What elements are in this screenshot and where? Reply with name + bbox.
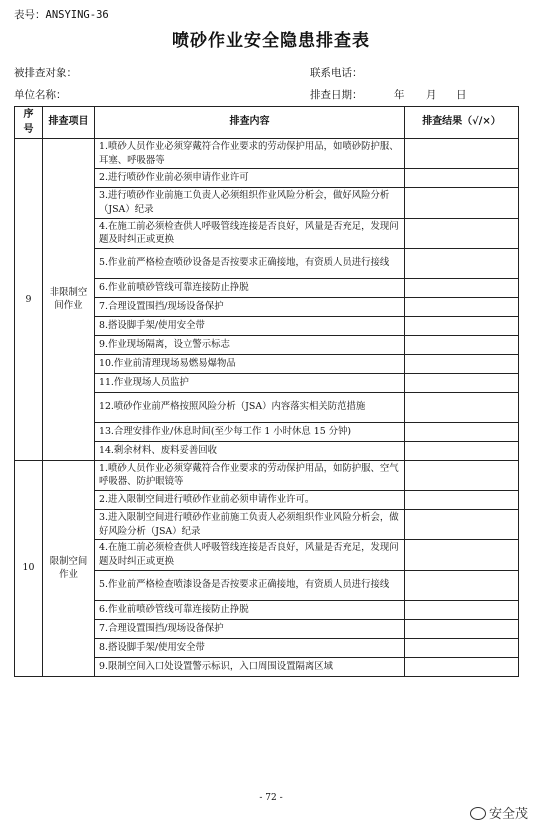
content-cell: 12.喷砂作业前严格按照风险分析（JSA）内容落实相关防范措施 xyxy=(95,392,405,422)
content-cell: 14.剩余材料、废料妥善回收 xyxy=(95,441,405,460)
result-cell[interactable] xyxy=(405,297,519,316)
result-cell[interactable] xyxy=(405,188,519,218)
content-cell: 5.作业前严格检查喷漆设备是否按要求正确接地，有资质人员进行接线 xyxy=(95,570,405,600)
result-cell[interactable] xyxy=(405,619,519,638)
result-cell[interactable] xyxy=(405,373,519,392)
content-cell: 8.搭设脚手架/使用安全带 xyxy=(95,638,405,657)
result-cell[interactable] xyxy=(405,335,519,354)
form-number: 表号：ANSYING-36 xyxy=(14,9,109,21)
watermark-text: 安全茂 xyxy=(489,807,529,822)
result-cell[interactable] xyxy=(405,392,519,422)
content-cell: 1.喷砂人员作业必须穿戴符合作业要求的劳动保护用品，如防护服、空气呼吸器、防护眼镜等 xyxy=(95,460,405,490)
result-cell[interactable] xyxy=(405,491,519,510)
date-day: 日 xyxy=(456,89,467,101)
content-cell: 4.在施工前必须检查供人呼吸管线连接是否良好，风量是否充足，发现问题及时纠正或更换 xyxy=(95,540,405,570)
content-cell: 6.作业前喷砂管线可靠连接防止挣脱 xyxy=(95,278,405,297)
page-title: 喷砂作业安全隐患排查表 xyxy=(172,31,370,51)
content-cell: 3.进行喷砂作业前施工负责人必须组织作业风险分析会，做好风险分析（JSA）纪录 xyxy=(95,188,405,218)
result-cell[interactable] xyxy=(405,510,519,540)
content-cell: 7.合理设置围挡/现场设备保护 xyxy=(95,619,405,638)
content-cell: 2.进行喷砂作业前必须申请作业许可 xyxy=(95,169,405,188)
result-cell[interactable] xyxy=(405,638,519,657)
result-cell[interactable] xyxy=(405,139,519,169)
table-row xyxy=(15,139,519,169)
content-cell: 4.在施工前必须检查供人呼吸管线连接是否良好，风量是否充足，发现问题及时纠正或更换 xyxy=(95,218,405,248)
header-result: 排查结果（√/×） xyxy=(405,107,519,139)
content-cell: 1.喷砂人员作业必须穿戴符合作业要求的劳动保护用品，如喷砂防护服、耳塞、呼吸器等 xyxy=(95,139,405,169)
result-cell[interactable] xyxy=(405,657,519,676)
table-row xyxy=(15,460,519,490)
result-cell[interactable] xyxy=(405,600,519,619)
result-cell[interactable] xyxy=(405,248,519,278)
content-cell: 9.作业现场隔离，设立警示标志 xyxy=(95,335,405,354)
result-cell[interactable] xyxy=(405,278,519,297)
wechat-icon xyxy=(470,807,486,820)
result-cell[interactable] xyxy=(405,169,519,188)
content-cell: 7.合理设置围挡/现场设备保护 xyxy=(95,297,405,316)
content-cell: 3.进入限制空间进行喷砂作业前施工负责人必须组织作业风险分析会，做好风险分析（JSA）纪录 xyxy=(95,510,405,540)
item-type-cell: 非限制空间作业 xyxy=(43,139,95,461)
content-cell: 13.合理安排作业/休息时间(至少每工作 1 小时休息 15 分钟) xyxy=(95,422,405,441)
content-cell: 8.搭设脚手架/使用安全带 xyxy=(95,316,405,335)
phone-label: 联系电话： xyxy=(310,67,363,79)
content-cell: 2.进入限制空间进行喷砂作业前必须申请作业许可。 xyxy=(95,491,405,510)
table-body xyxy=(15,139,519,677)
inspection-table xyxy=(14,106,519,677)
seq-cell: 9 xyxy=(15,139,43,461)
result-cell[interactable] xyxy=(405,460,519,490)
result-cell[interactable] xyxy=(405,316,519,335)
content-cell: 11.作业现场人员监护 xyxy=(95,373,405,392)
page-number: - 72 - xyxy=(259,793,283,803)
result-cell[interactable] xyxy=(405,354,519,373)
date-month: 月 xyxy=(426,89,437,101)
watermark xyxy=(470,803,528,822)
date-label: 排查日期： xyxy=(310,89,363,101)
content-cell: 9.限制空间入口处设置警示标识，入口周围设置隔离区域 xyxy=(95,657,405,676)
item-type-cell: 限制空间作业 xyxy=(43,460,95,676)
date-year: 年 xyxy=(394,89,405,101)
unit-label: 单位名称： xyxy=(14,89,67,101)
result-cell[interactable] xyxy=(405,441,519,460)
target-label: 被排查对象： xyxy=(14,67,77,79)
content-cell: 6.作业前喷砂管线可靠连接防止挣脱 xyxy=(95,600,405,619)
result-cell[interactable] xyxy=(405,218,519,248)
content-cell: 5.作业前严格检查喷砂设备是否按要求正确接地，有资质人员进行接线 xyxy=(95,248,405,278)
result-cell[interactable] xyxy=(405,422,519,441)
header-item: 排查项目 xyxy=(43,107,95,139)
result-cell[interactable] xyxy=(405,570,519,600)
header-seq: 序号 xyxy=(15,107,43,139)
seq-cell: 10 xyxy=(15,460,43,676)
content-cell: 10.作业前清理现场易燃易爆物品 xyxy=(95,354,405,373)
header-content: 排查内容 xyxy=(95,107,405,139)
result-cell[interactable] xyxy=(405,540,519,570)
